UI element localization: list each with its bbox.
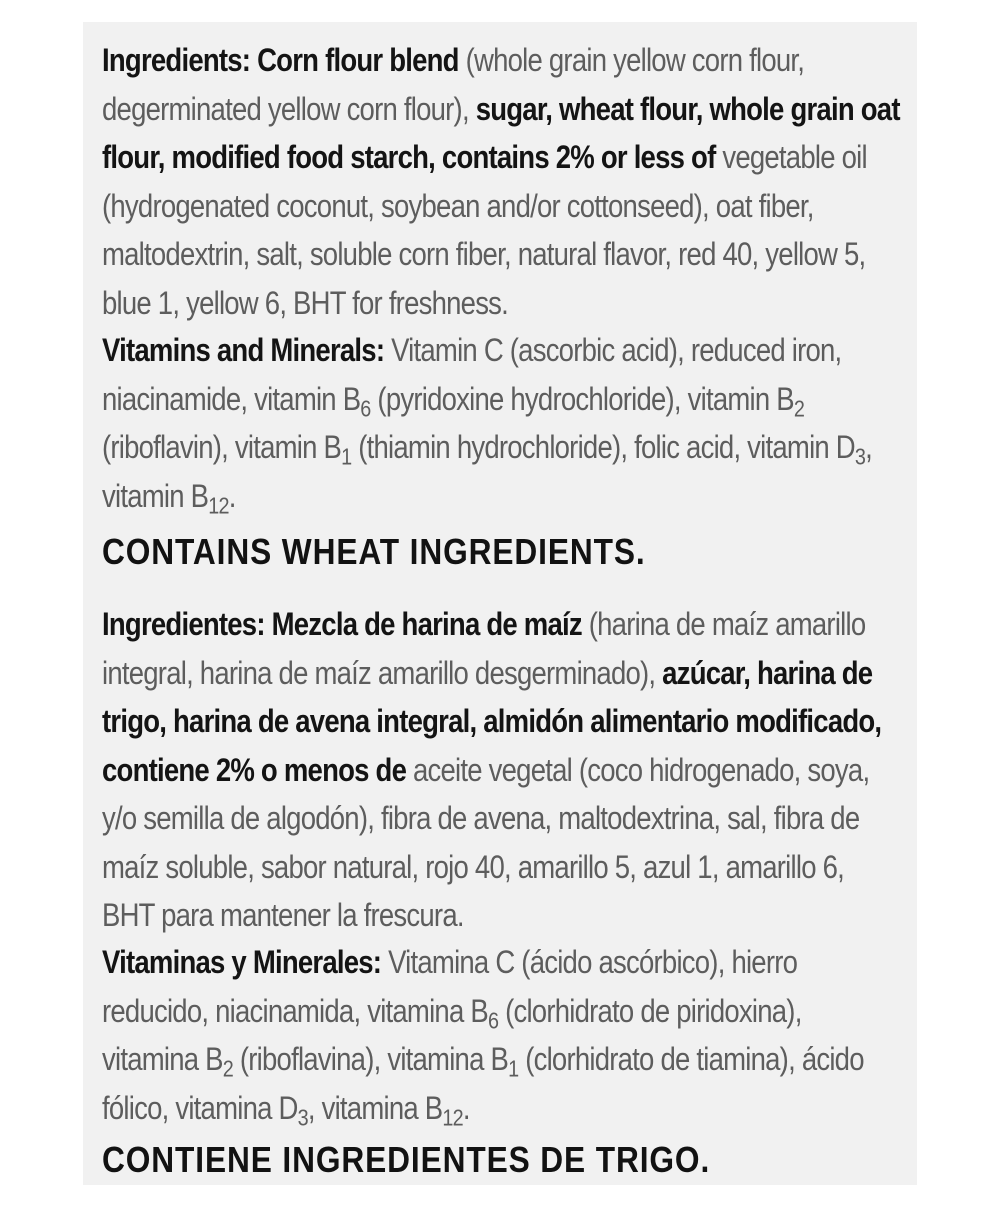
spanish-ingredients-bold-1: Mezcla de harina de maíz — [271, 606, 582, 642]
english-ingredients-text-1: (whole grain yellow corn flour, degerminated yellow corn flour), — [102, 42, 805, 127]
spanish-vitamins-paragraph — [102, 938, 902, 1134]
english-vitamins-text-3: (riboflavin), vitamin B — [102, 429, 342, 465]
spanish-vitamins-sub-4: 3 — [297, 1103, 308, 1130]
spanish-vitamins-text-2: (clorhidrato de piridoxina), vitamina B — [102, 992, 802, 1077]
spanish-ingredients-text-1: (harina de maíz amarillo integral, harina de maíz amarillo desgerminado), — [102, 606, 866, 691]
spanish-vitamins-text-5: , vitamina B — [307, 1089, 443, 1126]
english-ingredients-bold-2: sugar, wheat flour, whole grain oat flour, modified food starch, contains 2% or less of — [102, 90, 900, 175]
ingredients-label-panel — [83, 22, 917, 1185]
english-vitamins-sub-1: 6 — [360, 394, 371, 421]
spanish-ingredients-heading: Ingredientes: — [102, 606, 265, 642]
english-vitamins-text-6: . — [228, 477, 236, 514]
spanish-ingredients-bold-2: azúcar, harina de trigo, harina de avena integral, almidón alimentario modificado, contiene 2% o menos de — [102, 654, 882, 788]
english-ingredients-heading: Ingredients: — [102, 42, 251, 78]
english-vitamins-sub-5: 12 — [208, 491, 229, 518]
english-vitamins-text-1: Vitamin C (ascorbic acid), reduced iron, niacinamide, vitamin B — [102, 332, 842, 417]
spanish-vitamins-sub-2: 2 — [222, 1055, 234, 1082]
spanish-vitamins-text-3: (riboflavina), vitamina B — [239, 1041, 509, 1077]
english-ingredients-bold-1: Corn flour blend — [257, 42, 459, 78]
english-vitamins-paragraph — [102, 326, 902, 522]
spanish-ingredients-text-2: aceite vegetal (coco hidrogenado, soya, y/o semilla de algodón), fibra de avena, maltodextrina, sal, fibra de maíz soluble, sabor natural, rojo 40, amarillo 5, azul 1, amarillo 6, BHT para mantener la frescura. — [102, 751, 870, 933]
english-vitamins-text-5: , vitamin B — [102, 429, 873, 514]
spanish-vitamins-heading: Vitaminas y Minerales: — [102, 944, 382, 980]
spanish-vitamins-sub-1: 6 — [487, 1006, 499, 1033]
spanish-vitamins-text-4: (clorhidrato de tiamina), ácido fólico, vitamina D — [102, 1041, 864, 1126]
spanish-allergen-statement: CONTIENE INGREDIENTES DE TRIGO. — [102, 1139, 711, 1180]
english-vitamins-sub-2: 2 — [793, 394, 805, 421]
english-vitamins-sub-3: 1 — [341, 443, 352, 470]
spanish-ingredients-paragraph — [102, 600, 902, 938]
english-allergen-statement: CONTAINS WHEAT INGREDIENTS. — [102, 531, 646, 572]
spanish-vitamins-sub-5: 12 — [442, 1103, 463, 1130]
english-ingredients-text-2: vegetable oil (hydrogenated coconut, soybean and/or cottonseed), oat fiber, maltodextrin, salt, soluble corn fiber, natural flavor, red 40, yellow 5, blue 1, yellow 6, BHT for freshness. — [102, 139, 867, 321]
english-vitamins-text-2: (pyridoxine hydrochloride), vitamin B — [377, 380, 794, 417]
spanish-vitamins-text-6: . — [462, 1089, 470, 1126]
spanish-vitamins-text-1: Vitamina C (ácido ascórbico), hierro reducido, niacinamida, vitamina B — [102, 944, 798, 1029]
english-vitamins-text-4: (thiamin hydrochloride), folic acid, vitamin D — [358, 429, 855, 465]
spanish-vitamins-sub-3: 1 — [508, 1055, 519, 1082]
english-vitamins-sub-4: 3 — [854, 443, 866, 470]
english-vitamins-heading: Vitamins and Minerals: — [102, 332, 385, 368]
english-ingredients-paragraph — [102, 36, 902, 326]
